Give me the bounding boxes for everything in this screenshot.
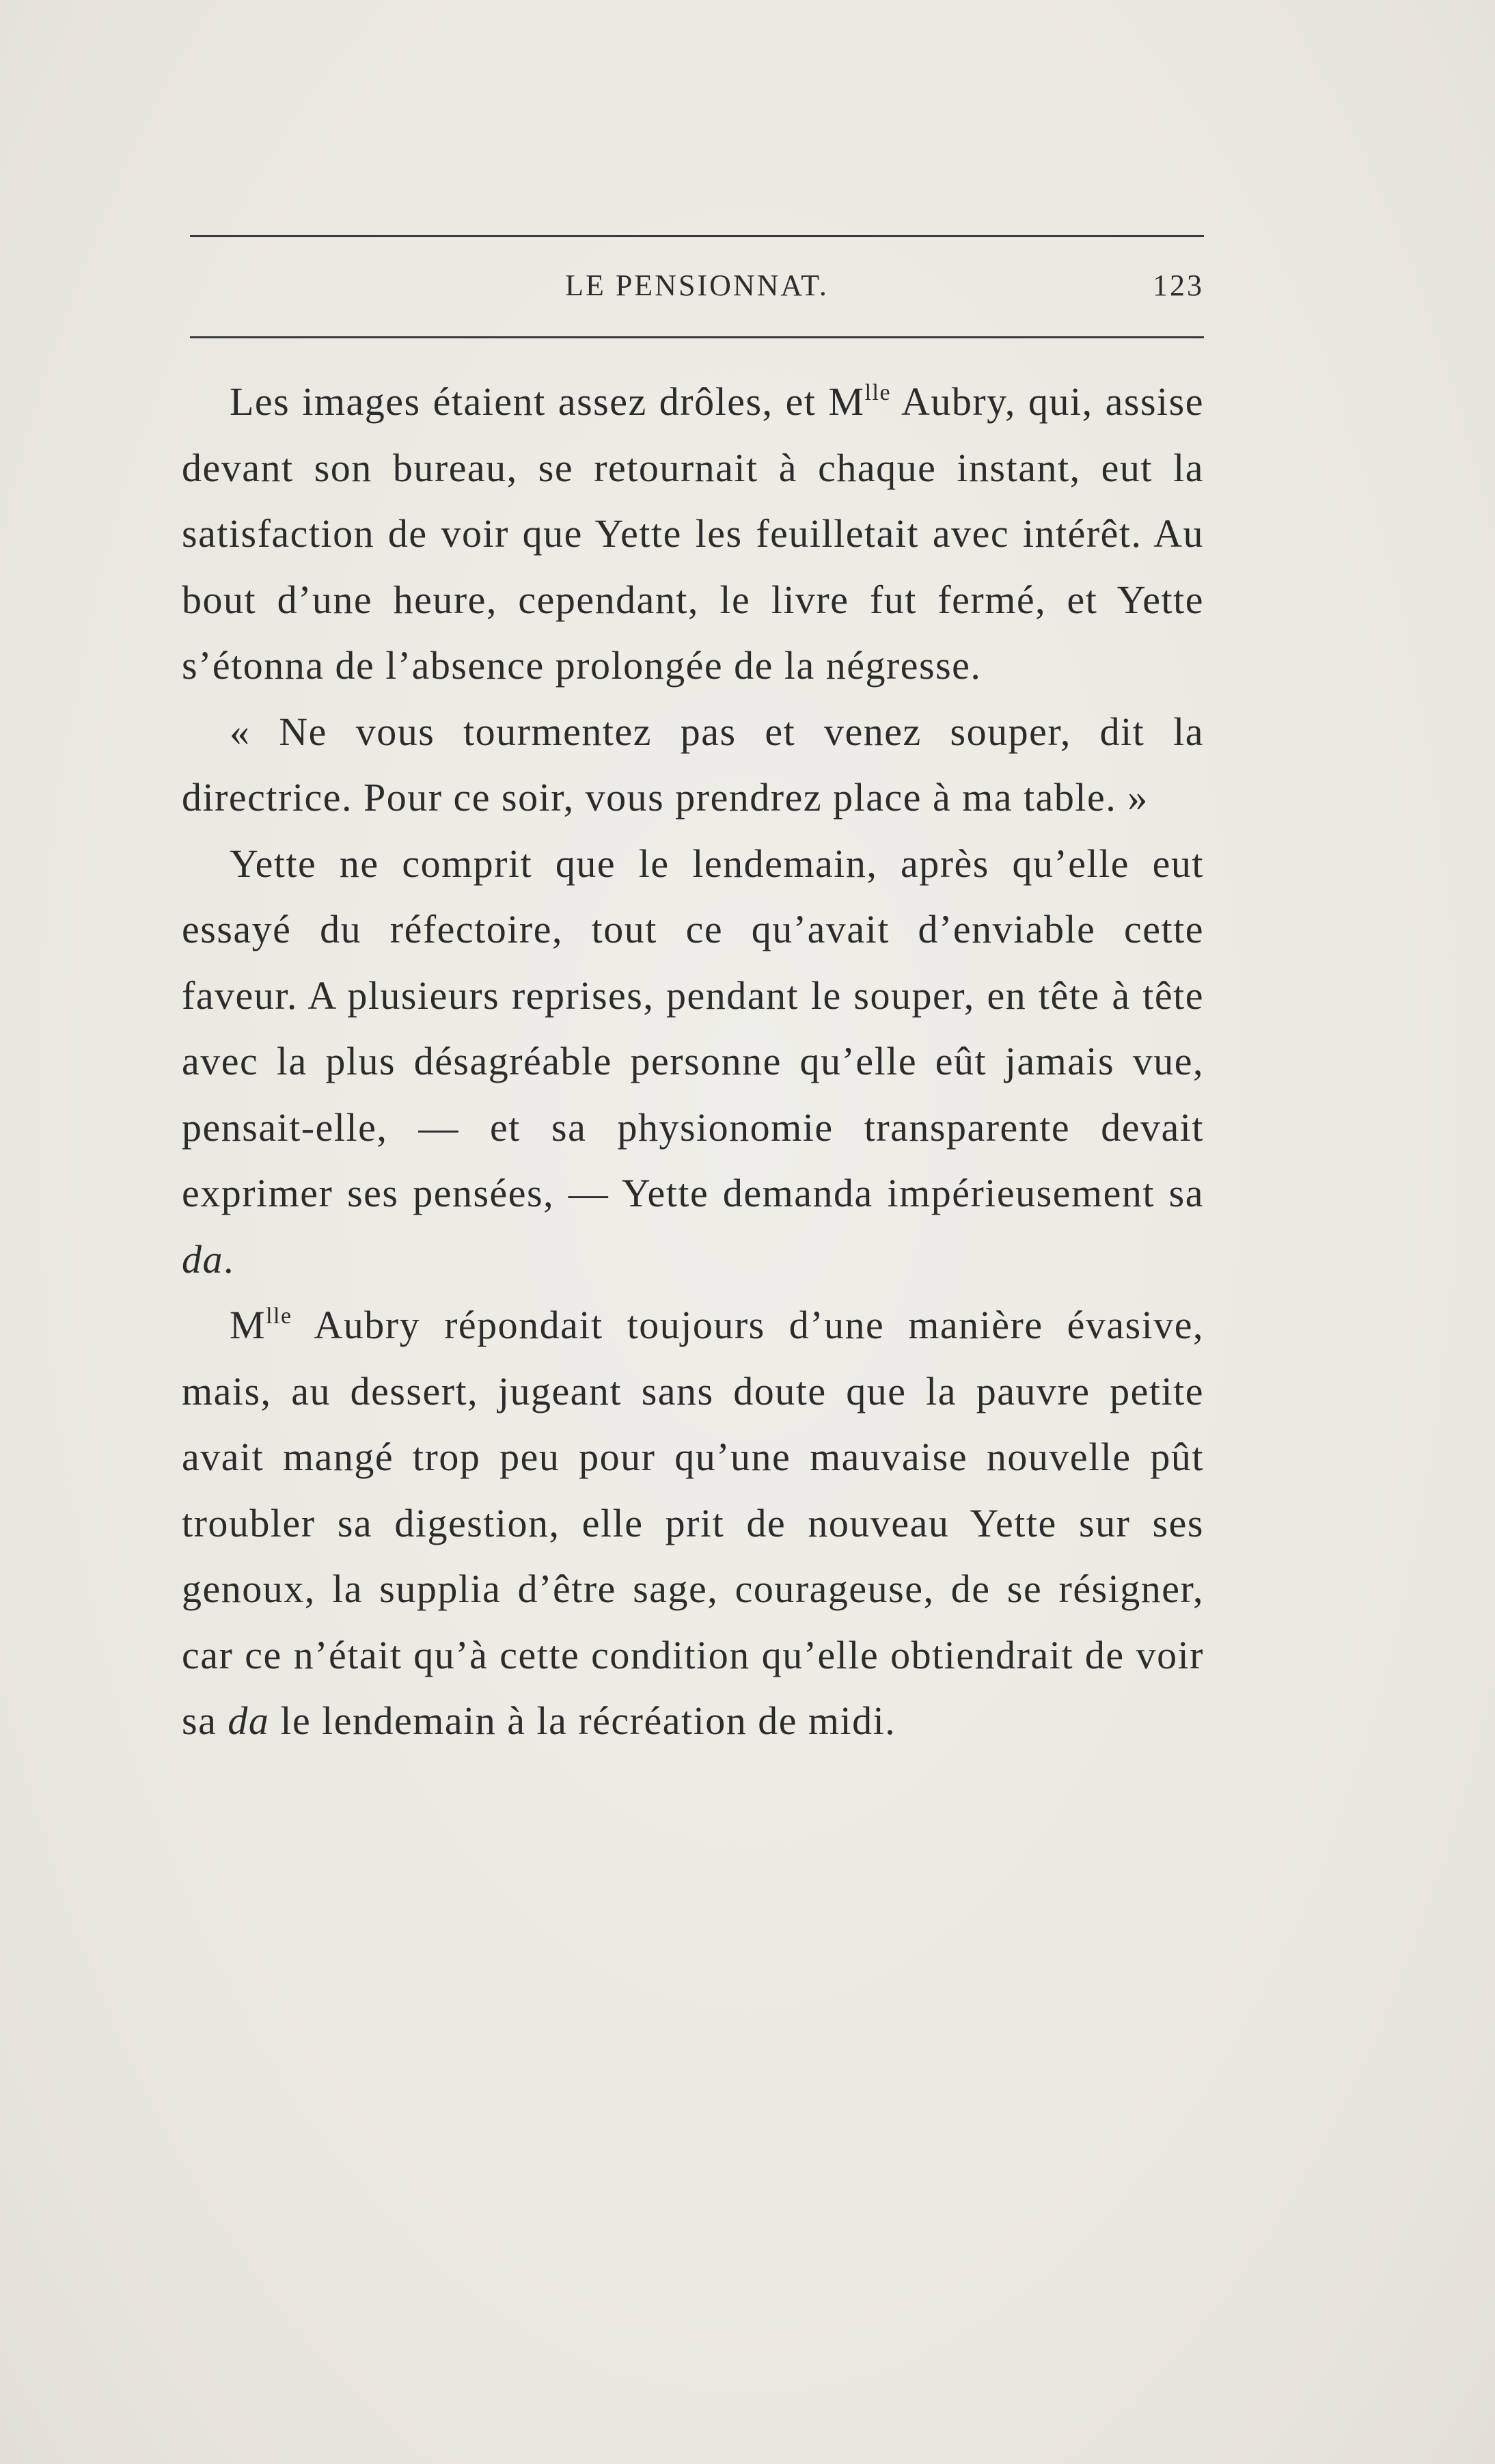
paragraph-2: « Ne vous tourmentez pas et venez souper, dit la directrice. Pour ce soir, vous prendrez place à ma table. » — [182, 709, 1204, 820]
page-number: 123 — [1153, 269, 1204, 302]
running-title: LE PENSIONNAT. — [565, 269, 829, 302]
superscript: lle — [864, 380, 892, 405]
paragraph-4: $M^{lle}$ Aubry répondait toujours d’une manière évasive, mais, au dessert, jugeant sans doute que la pauvre petite avait mangé trop peu pour qu’une mauvaise nouvelle pût troubler sa digestion, elle prit de nouveau Yette sur ses genoux, la supplia d’être sage, courageuse, de se résigner, car ce n’était qu’à cette condition qu’elle obtiendrait de voir sa da le lendemain à la récréation de midi. — [182, 1303, 1204, 1743]
italic-word: da — [228, 1698, 270, 1743]
paragraph-1: Les images étaient assez drôles, et $M^{lle}$ Aubry, qui, assise devant son bureau, se retournait à chaque instant, eut la satisfaction de voir que Yette les feuilletait avec intérêt. Au bout d’une heure, cependant, le livre fut fermé, et Yette s’étonna de l’absence prolongée de la négresse. — [182, 379, 1204, 688]
superscript: lle — [266, 1303, 292, 1329]
italic-word: da — [182, 1236, 223, 1282]
running-head — [190, 268, 1204, 309]
paragraph-3: Yette ne comprit que le lendemain, après qu’elle eut essayé du réfectoire, tout ce qu’avait d’enviable cette faveur. A plusieurs reprises, pendant le souper, en tête à tête avec la plus désagréable personne qu’elle eût jamais vue, pensait-elle, — et sa physionomie transparente devait exprimer ses pensées, — Yette demanda impérieusement sa da. — [182, 841, 1204, 1282]
body-text — [182, 369, 1204, 1755]
header-rule-bottom — [190, 336, 1204, 338]
header-rule-top — [190, 235, 1204, 237]
